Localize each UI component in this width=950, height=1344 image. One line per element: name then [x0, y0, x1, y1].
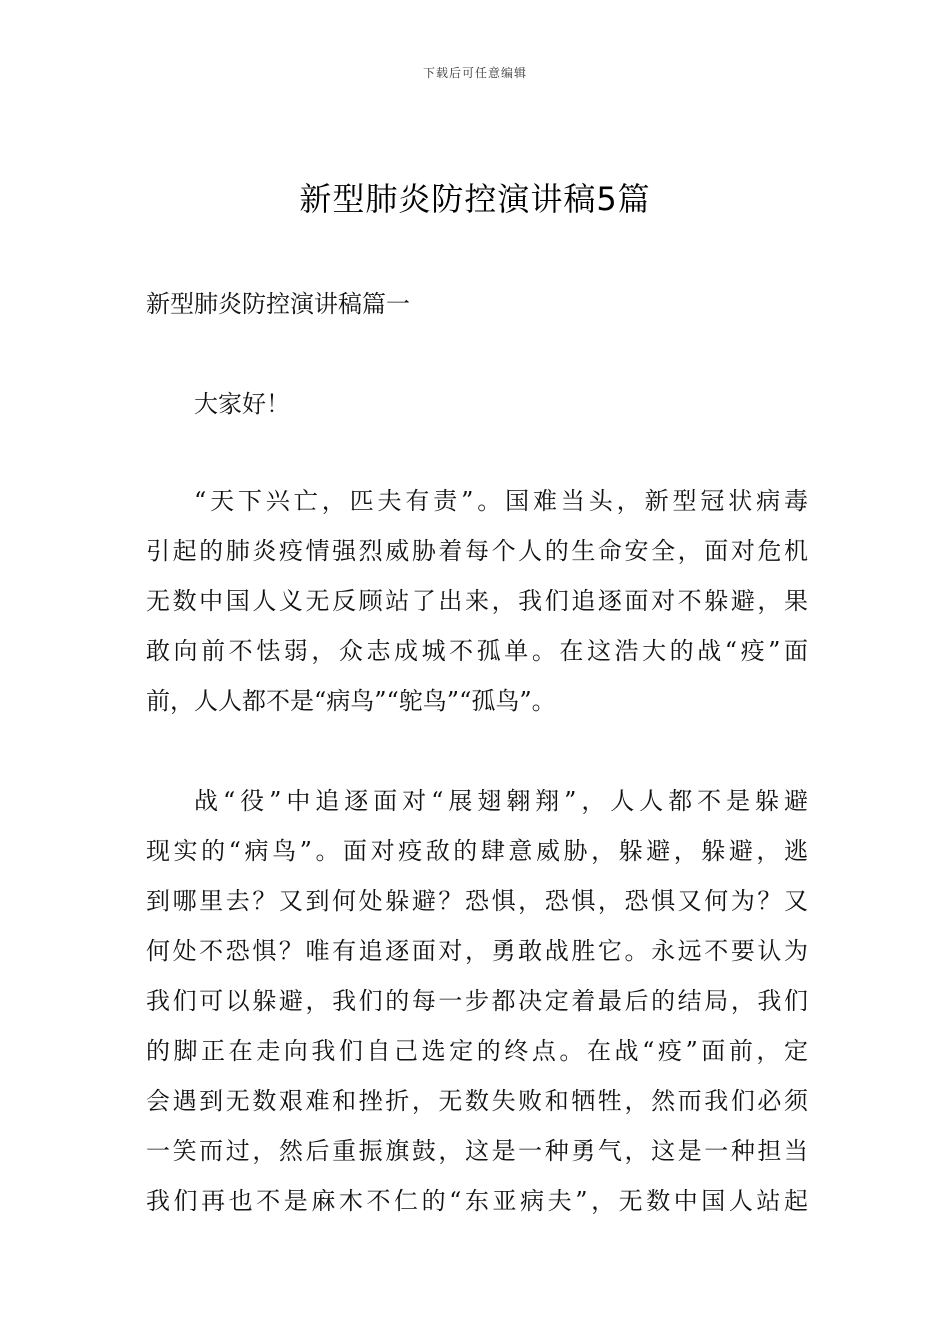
document-title: 新型肺炎防控演讲稿5篇	[299, 180, 651, 218]
greeting-line: 大家好！	[194, 390, 290, 418]
header-note: 下载后可任意编辑	[422, 66, 527, 80]
paragraph-line: 敢向前不怯弱，众志成城不孤单。在这浩大的战“疫”面	[146, 637, 808, 665]
section-heading: 新型肺炎防控演讲稿篇一	[146, 290, 410, 318]
paragraph-2	[146, 776, 808, 1226]
paragraph-line: 我们再也不是麻木不仁的“东亚病夫”，无数中国人站起	[146, 1187, 808, 1215]
paragraph-line: “天下兴亡，匹夫有责”。国难当头，新型冠状病毒	[194, 487, 808, 515]
paragraph-line: 无数中国人义无反顾站了出来，我们追逐面对不躲避，果	[146, 587, 808, 615]
paragraph-line: 到哪里去？又到何处躲避？恐惧，恐惧，恐惧又何为？又	[146, 887, 808, 915]
paragraph-line: 引起的肺炎疫情强烈威胁着每个人的生命安全，面对危机	[146, 537, 808, 565]
paragraph-line: 战“役”中追逐面对“展翅翱翔”，人人都不是躲避	[194, 787, 808, 815]
paragraph-line: 前，人人都不是“病鸟”“鸵鸟”“孤鸟”。	[146, 687, 556, 715]
paragraph-line: 会遇到无数艰难和挫折，无数失败和牺牲，然而我们必须	[146, 1087, 808, 1115]
paragraph-1	[146, 476, 808, 726]
paragraph-line: 我们可以躲避，我们的每一步都决定着最后的结局，我们	[146, 987, 808, 1015]
paragraph-line: 一笑而过，然后重振旗鼓，这是一种勇气，这是一种担当	[146, 1137, 808, 1165]
paragraph-line: 何处不恐惧？唯有追逐面对，勇敢战胜它。永远不要认为	[146, 937, 808, 965]
paragraph-line: 现实的“病鸟”。面对疫敌的肆意威胁，躲避，躲避，逃	[146, 837, 808, 865]
paragraph-line: 的脚正在走向我们自己选定的终点。在战“疫”面前，定	[146, 1037, 808, 1065]
